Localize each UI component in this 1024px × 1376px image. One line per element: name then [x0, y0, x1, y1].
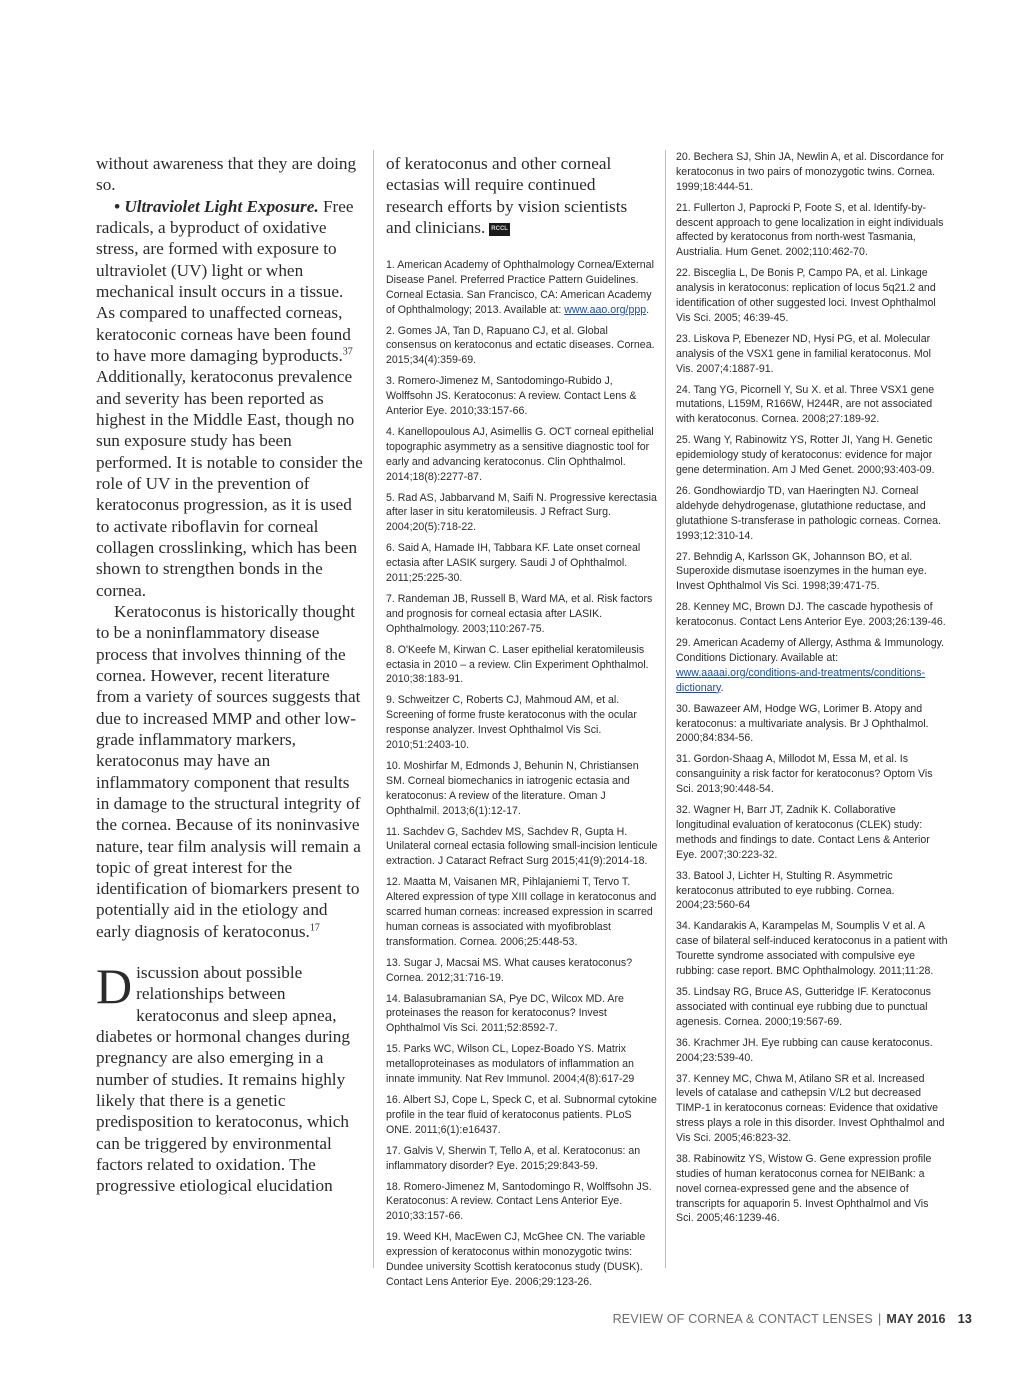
reference-item: [676, 484, 948, 543]
reference-item: [676, 985, 948, 1030]
reference-item: [676, 803, 948, 862]
reference-text: 33. Batool J, Lichter H, Stulting R. Asymmetric keratoconus attributed to eye rubbing. Cornea. 2004;23:560-64: [676, 869, 895, 912]
citation-superscript: 17: [309, 922, 320, 934]
reference-text: 22. Bisceglia L, De Bonis P, Campo PA, et al. Linkage analysis in keratoconus: replication of locus 5q21.2 and identification of other suggested loci. Invest Ophthalmol Vis Sci. 2005; 46:39-45.: [676, 267, 936, 324]
footer-separator: |: [877, 1312, 882, 1326]
reference-text: 6. Said A, Hamade IH, Tabbara KF. Late onset corneal ectasia after LASIK surgery. Saudi J of Ophthalmol. 2011;25:225-30.: [386, 542, 641, 584]
page-footer: [613, 1312, 972, 1326]
reference-item: [386, 956, 658, 986]
drop-cap: D: [96, 958, 133, 1015]
reference-text: 10. Moshirfar M, Edmonds J, Behunin N, Christiansen SM. Corneal biomechanics in iatrogenic ectasia and keratoconus: A review of the literature. Oman J Ophthalmil. 2013;6(1):12-17.: [386, 760, 639, 817]
reference-text: 36. Krachmer JH. Eye rubbing can cause keratoconus. 2004;23:539-40.: [676, 1036, 933, 1064]
reference-item: [386, 693, 658, 752]
paragraph-text: Free radicals, a byproduct of oxidative stress, are formed with exposure to ultraviolet (UV) light or when mechanical insult occurs in a tissue. As compared to unaffected corneas, keratoconic corneas have been found to have more damaging byproducts.: [96, 196, 354, 365]
reference-text: 21. Fullerton J, Paprocki P, Foote S, et al. Identify-by-descent approach to gene localization in eight individuals affected by keratoconus from north-west Tasmania, Austrialia. Hum Genet. 2002;110:462-70.: [676, 201, 944, 259]
reference-link[interactable]: www.aao.org/ppp: [564, 303, 647, 316]
reference-item: [386, 875, 658, 949]
reference-text: 13. Sugar J, Macsai MS. What causes keratoconus? Cornea. 2012;31:716-19.: [386, 956, 633, 984]
paragraph-text: Keratoconus is historically thought to be a noninflammatory disease process that involves thinning of the cornea. However, recent literature from a variety of sources suggests that due to increased MMP and other low-grade inflammatory markers, keratoconus may have an inflammatory component that results in damage to the structural integrity of the cornea. Because of its noninvasive nature, tear film analysis will remain a topic of great interest for the identification of biomarkers present to potentially aid in the etiology and early diagnosis of keratoconus.: [96, 601, 361, 941]
reference-item: [386, 1230, 658, 1289]
reference-text: 15. Parks WC, Wilson CL, Lopez-Boado YS. Matrix metalloproteinases as modulators of inflammation an innate immunity. Nat Rev Immunol. 2004;4(8):617-29: [386, 1043, 635, 1085]
issue-date: MAY 2016: [886, 1312, 946, 1326]
reference-item: [386, 1144, 658, 1174]
reference-item: [386, 1042, 658, 1087]
reference-text: 37. Kenney MC, Chwa M, Atilano SR et al. Increased levels of catalase and cathepsin V/L2 but decreased TIMP-1 in keratoconus corneas: Evidence that oxidative stress plays a role in this disorder. Invest Ophthalmol and Vis Sci. 2005;46:823-32.: [676, 1072, 945, 1144]
reference-list-a: [386, 258, 658, 1296]
reference-item: [386, 425, 658, 484]
reference-item: [676, 1152, 948, 1226]
reference-item: [386, 592, 658, 637]
reference-text: 3. Romero-Jimenez M, Santodomingo-Rubido J, Wolffsohn JS. Keratoconus: A review. Contact Lens & Anterior Eye. 2010;33:157-66.: [386, 375, 637, 417]
reference-item: [386, 324, 658, 369]
reference-item: [676, 332, 948, 377]
rccl-end-logo: RCCL: [489, 223, 510, 236]
reference-item: [386, 643, 658, 688]
paragraph-discussion: [96, 958, 364, 1197]
reference-text: 7. Randeman JB, Russell B, Ward MA, et al. Risk factors and prognosis for corneal ectasia after LASIK. Ophthalmology. 2003;110:267-75.: [386, 593, 653, 635]
reference-text: 19. Weed KH, MacEwen CJ, McGhee CN. The variable expression of keratoconus within monozygotic twins: Dundee university Scottish keratoconus study (DUSK). Contact Lens Anterior Eye. 2006;29:123-26.: [386, 1231, 646, 1288]
reference-item: [386, 1093, 658, 1138]
reference-text: 2. Gomes JA, Tan D, Rapuano CJ, et al. Global consensus on keratoconus and ectatic diseases. Cornea. 2015;34(4):359-69.: [386, 324, 655, 367]
reference-item: [386, 1180, 658, 1225]
reference-text: 5. Rad AS, Jabbarvand M, Saifi N. Progressive kerectasia after laser in situ keratomileusis. J Refract Surg. 2004;20(5):718-22.: [386, 491, 657, 534]
reference-text: 34. Kandarakis A, Karampelas M, Soumplis V et al. A case of bilateral self-induced keratoconus in a patient with Tourette syndrome associated with compulsive eye rubbing: case report. BMC Ophthalmology. 2011;11:28.: [676, 920, 948, 977]
reference-item: [386, 825, 658, 870]
reference-text: .: [646, 303, 650, 316]
reference-text: 23. Liskova P, Ebenezer ND, Hysi PG, et al. Molecular analysis of the VSX1 gene in familial keratoconus. Mol Vis. 2007;4:1887-91.: [676, 332, 931, 375]
reference-text: .: [720, 681, 724, 694]
reference-text: 17. Galvis V, Sherwin T, Tello A, et al. Keratoconus: an inflammatory disorder? Eye. 2015;29:843-59.: [386, 1144, 641, 1172]
column-divider: [665, 150, 666, 1268]
reference-text: 4. Kanellopoulous AJ, Asimellis G. OCT corneal epithelial topographic asymmetry as a sensitive diagnostic tool for early and advancing keratoconus. Clin Ophthalmol. 2014;18(8):2277-87.: [386, 426, 654, 483]
column-divider: [373, 150, 374, 1268]
body-column-1: [96, 153, 364, 1197]
reference-list-b: [676, 150, 948, 1232]
reference-text: 25. Wang Y, Rabinowitz YS, Rotter JI, Yang H. Genetic epidemiology study of keratoconus: evidence for major gene determination. Am J Med Genet. 2000;93:403-09.: [676, 434, 935, 476]
reference-item: [676, 1036, 948, 1066]
reference-text: 28. Kenney MC, Brown DJ. The cascade hypothesis of keratoconus. Contact Lens Anterior Eye. 2003;26:139-46.: [676, 601, 946, 629]
reference-text: 8. O'Keefe M, Kirwan C. Laser epithelial keratomileusis ectasia in 2010 – a review. Clin Experiment Ophthalmol. 2010;38:183-91.: [386, 643, 649, 686]
reference-text: 38. Rabinowitz YS, Wistow G. Gene expression profile studies of human keratoconus cornea for NEIBank: a novel cornea-expressed gene and the absence of transcripts for aquaporin 5. Invest Ophthalmol and Vis Sci. 2005;46:1239-46.: [676, 1153, 932, 1225]
reference-item: [386, 541, 658, 586]
reference-text: 35. Lindsay RG, Bruce AS, Gutteridge IF. Keratoconus associated with continual eye rubbing due to punctual agenesis. Cornea. 2000;19:567-69.: [676, 986, 931, 1028]
paragraph-inflammation: [96, 601, 364, 942]
reference-item: [676, 636, 948, 695]
reference-text: 29. American Academy of Allergy, Asthma & Immunology. Conditions Dictionary. Available at:: [676, 637, 945, 664]
subhead-uv-exposure: • Ultraviolet Light Exposure.: [114, 196, 319, 216]
paragraph-uv-exposure: [96, 196, 364, 601]
body-column-2: [386, 153, 654, 238]
paragraph: without awareness that they are doing so.: [96, 154, 357, 195]
paragraph-text: of keratoconus and other corneal ectasias will require continued research efforts by vision scientists and clinicians.: [386, 154, 628, 237]
reference-item: [676, 919, 948, 978]
reference-item: [676, 1072, 948, 1146]
reference-text: 27. Behndig A, Karlsson GK, Johannson BO, et al. Superoxide dismutase isoenzymes in the human eye. Invest Ophthalmol Vis Sci. 1998;39:471-75.: [676, 550, 927, 593]
reference-item: [676, 702, 948, 747]
reference-item: [676, 550, 948, 595]
reference-text: 14. Balasubramanian SA, Pye DC, Wilcox MD. Are proteinases the reason for keratoconus? Invest Ophthalmol Vis Sci. 2011;52:8592-7.: [386, 992, 624, 1035]
page-number: 13: [957, 1312, 972, 1326]
reference-link[interactable]: www.aaaai.org/conditions-and-treatments/conditions-dictionary: [676, 666, 926, 694]
reference-item: [676, 150, 948, 195]
reference-item: [386, 258, 658, 317]
reference-text: 20. Bechera SJ, Shin JA, Newlin A, et al. Discordance for keratoconus in two pairs of monozygotic twins. Cornea. 1999;18:444-51.: [676, 151, 944, 193]
reference-text: 32. Wagner H, Barr JT, Zadnik K. Collaborative longitudinal evaluation of keratoconus (CLEK) study: methods and findings to date. Contact Lens & Anterior Eye. 2007;30:223-32.: [676, 804, 930, 861]
reference-text: 9. Schweitzer C, Roberts CJ, Mahmoud AM, et al. Screening of forme fruste keratoconus with the ocular response analyzer. Invest Ophthalmol Vis Sci. 2010;51:2403-10.: [386, 694, 637, 751]
reference-text: 18. Romero-Jimenez M, Santodomingo R, Wolffsohn JS. Keratoconus: A review. Contact Lens Anterior Eye. 2010;33:157-66.: [386, 1180, 652, 1223]
citation-superscript: 37: [342, 346, 353, 358]
reference-item: [386, 992, 658, 1037]
paragraph-text: iscussion about possible relationships between keratoconus and sleep apnea, diabetes or hormonal changes during pregnancy are also emerging in a number of studies. It remains highly likely that there is a genetic predisposition to keratoconus, which can be triggered by environmental factors related to oxidation. The progressive etiological elucidation: [96, 963, 350, 1196]
reference-text: 26. Gondhowiardjo TD, van Haeringten NJ. Corneal aldehyde dehydrogenase, glutathione reductase, and glutathione S-transferase in pathologic corneas. Cornea. 1993;12:310-14.: [676, 485, 942, 542]
reference-item: [676, 266, 948, 325]
reference-text: 12. Maatta M, Vaisanen MR, Pihlajaniemi T, Tervo T. Altered expression of type XIII collage in keratoconus and scarred human corneas: increased expression in scarred human corneas is associated with myofibroblast transformation. Cornea. 2006;25:448-53.: [386, 876, 657, 948]
reference-item: [676, 433, 948, 478]
journal-name: REVIEW OF CORNEA & CONTACT LENSES: [612, 1312, 873, 1326]
reference-item: [676, 600, 948, 630]
reference-text: 31. Gordon-Shaag A, Millodot M, Essa M, et al. Is consanguinity a risk factor for keratoconus? Optom Vis Sci. 2013;90:448-54.: [676, 753, 933, 796]
reference-text: 24. Tang YG, Picornell Y, Su X. et al. Three VSX1 gene mutations, L159M, R166W, H244R, are not associated with keratoconus. Cornea. 2008;27:189-92.: [676, 383, 935, 426]
reference-item: [386, 374, 658, 419]
reference-item: [676, 752, 948, 797]
reference-text: 1. American Academy of Ophthalmology Cornea/External Disease Panel. Preferred Practice Pattern Guidelines. Corneal Ectasia. San Francisco, CA: American Academy of Ophthalmology; 2013. Available at:: [386, 259, 654, 316]
reference-item: [676, 201, 948, 260]
reference-text: 30. Bawazeer AM, Hodge WG, Lorimer B. Atopy and keratoconus: a multivariate analysis. Br J Ophthalmol. 2000;84:834-56.: [676, 702, 929, 745]
reference-text: 11. Sachdev G, Sachdev MS, Sachdev R, Gupta H. Unilateral corneal ectasia following small-incision lenticule extraction. J Cataract Refract Surg 2015;41(9):2014-18.: [386, 825, 658, 868]
reference-item: [676, 383, 948, 428]
paragraph-text: Additionally, keratoconus prevalence and severity has been reported as highest in the Middle East, though no sun exposure study has been performed. It is notable to consider the role of UV in the prevention of keratoconus progression, as it is used to activate riboflavin for corneal collagen crosslinking, which has been shown to strengthen bonds in the cornea.: [96, 367, 363, 600]
reference-text: 16. Albert SJ, Cope L, Speck C, et al. Subnormal cytokine profile in the tear fluid of keratoconus patients. PLoS ONE. 2011;6(1):e16437.: [386, 1094, 657, 1136]
reference-item: [676, 869, 948, 914]
reference-item: [386, 759, 658, 818]
reference-item: [386, 491, 658, 536]
